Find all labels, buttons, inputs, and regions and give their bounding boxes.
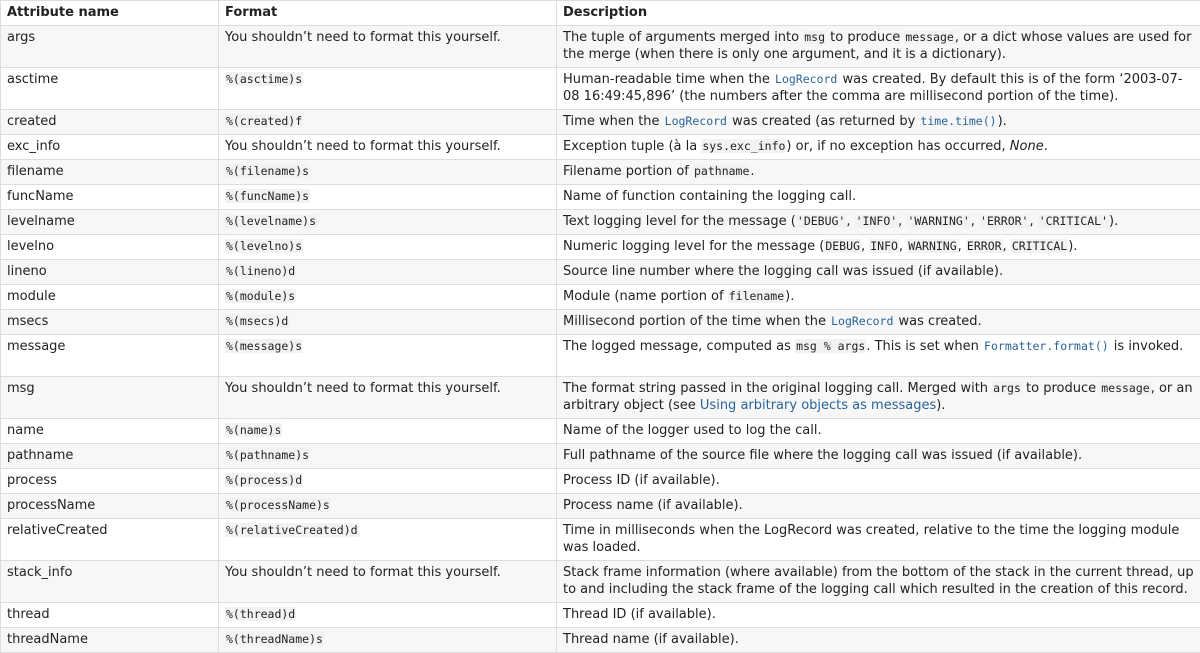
description-cell <box>557 210 1200 235</box>
description-text: ). <box>1109 214 1118 229</box>
table-row <box>1 235 1200 260</box>
description-text: , <box>846 214 854 229</box>
reference-link[interactable] <box>774 72 838 87</box>
description-text: to produce <box>826 30 904 45</box>
emphasis-text: None <box>1010 139 1044 154</box>
format-cell <box>219 285 557 310</box>
inline-code: ERROR <box>966 239 1003 253</box>
inline-code: filename <box>728 289 785 303</box>
description-cell <box>557 335 1200 377</box>
table-row <box>1 469 1200 494</box>
table-row <box>1 444 1200 469</box>
description-cell <box>557 135 1200 160</box>
attribute-name-cell: exc_info <box>1 135 219 160</box>
description-cell <box>557 419 1200 444</box>
table-row <box>1 135 1200 160</box>
attribute-name-cell: module <box>1 285 219 310</box>
table-row <box>1 603 1200 628</box>
table-row <box>1 285 1200 310</box>
reference-link[interactable] <box>983 339 1110 354</box>
description-cell <box>557 444 1200 469</box>
inline-code: DEBUG <box>824 239 861 253</box>
format-code: %(relativeCreated)d <box>225 523 359 537</box>
inline-code: 'ERROR' <box>979 214 1029 228</box>
table-row <box>1 335 1200 377</box>
description-text: Numeric logging level for the message ( <box>563 239 824 254</box>
description-text: ). <box>998 114 1007 129</box>
inline-code: args <box>992 381 1022 395</box>
format-code: %(lineno)d <box>225 264 296 278</box>
format-cell <box>219 419 557 444</box>
attribute-name-cell: threadName <box>1 628 219 653</box>
reference-link-code[interactable]: LogRecord <box>830 314 894 328</box>
description-text: Process name (if available). <box>563 498 743 513</box>
attribute-name-cell: levelno <box>1 235 219 260</box>
description-cell <box>557 561 1200 603</box>
attribute-name-cell: pathname <box>1 444 219 469</box>
format-cell: You shouldn’t need to format this yourself. <box>219 135 557 160</box>
format-code: %(msecs)d <box>225 314 289 328</box>
attribute-name-cell: relativeCreated <box>1 519 219 561</box>
format-code: %(filename)s <box>225 164 310 178</box>
description-cell <box>557 68 1200 110</box>
format-cell <box>219 235 557 260</box>
description-text: ) or, if no exception has occurred, <box>786 139 1009 154</box>
description-text: Source line number where the logging call was issued (if available). <box>563 264 1003 279</box>
description-text: The tuple of arguments merged into <box>563 30 803 45</box>
header-attribute-name: Attribute name <box>1 1 219 26</box>
format-code: %(levelno)s <box>225 239 303 253</box>
description-cell <box>557 26 1200 68</box>
format-code: %(pathname)s <box>225 448 310 462</box>
inline-code: CRITICAL <box>1011 239 1068 253</box>
attribute-name-cell: process <box>1 469 219 494</box>
reference-link-code[interactable]: LogRecord <box>774 72 838 86</box>
description-cell <box>557 603 1200 628</box>
inline-code: 'INFO' <box>855 214 899 228</box>
inline-code: 'WARNING' <box>906 214 970 228</box>
description-text: , <box>898 214 906 229</box>
inline-code: msg % args <box>795 339 866 353</box>
description-cell <box>557 160 1200 185</box>
description-text: Time when the <box>563 114 664 129</box>
description-text: was created (as returned by <box>728 114 919 129</box>
description-text: Module (name portion of <box>563 289 728 304</box>
description-text: Text logging level for the message ( <box>563 214 796 229</box>
format-cell <box>219 628 557 653</box>
reference-link-code[interactable]: time.time() <box>919 114 997 128</box>
format-cell <box>219 444 557 469</box>
format-code: %(levelname)s <box>225 214 317 228</box>
format-cell <box>219 494 557 519</box>
description-text: Name of the logger used to log the call. <box>563 423 822 438</box>
description-text: ). <box>936 398 945 413</box>
attribute-name-cell: msg <box>1 377 219 419</box>
description-text: was created. By default this is of the form ‘2003-07-08 16:49:45,896’ (the numbers after the comma are millisecond portion of the time). <box>563 72 1182 104</box>
description-text: , or an arbitrary object (see <box>563 381 1193 413</box>
attribute-name-cell: created <box>1 110 219 135</box>
format-code: %(processName)s <box>225 498 331 512</box>
format-cell <box>219 469 557 494</box>
description-text: , <box>1029 214 1037 229</box>
format-code: %(name)s <box>225 423 282 437</box>
reference-link[interactable] <box>919 114 997 129</box>
description-cell <box>557 519 1200 561</box>
format-cell: You shouldn’t need to format this yourself. <box>219 561 557 603</box>
description-text: , <box>861 239 869 254</box>
format-cell: You shouldn’t need to format this yourself. <box>219 26 557 68</box>
description-text: Process ID (if available). <box>563 473 720 488</box>
description-text: , <box>1003 239 1011 254</box>
attribute-name-cell: msecs <box>1 310 219 335</box>
inline-code: 'DEBUG' <box>796 214 846 228</box>
format-cell <box>219 68 557 110</box>
description-text: ). <box>1068 239 1077 254</box>
format-code: %(message)s <box>225 339 303 353</box>
header-format: Format <box>219 1 557 26</box>
inline-code: sys.exc_info <box>701 139 786 153</box>
attribute-name-cell: levelname <box>1 210 219 235</box>
description-text: Filename portion of <box>563 164 693 179</box>
attribute-name-cell: message <box>1 335 219 377</box>
description-text: to produce <box>1022 381 1100 396</box>
table-body <box>1 26 1200 653</box>
format-cell: You shouldn’t need to format this yourself. <box>219 377 557 419</box>
table-row <box>1 310 1200 335</box>
description-text: . <box>750 164 754 179</box>
description-cell <box>557 260 1200 285</box>
description-text: , <box>958 239 966 254</box>
format-cell <box>219 160 557 185</box>
attribute-name-cell: funcName <box>1 185 219 210</box>
format-code: %(thread)d <box>225 607 296 621</box>
inline-code: pathname <box>693 164 750 178</box>
format-code: %(process)d <box>225 473 303 487</box>
format-cell <box>219 335 557 377</box>
description-cell <box>557 628 1200 653</box>
description-text: Thread name (if available). <box>563 632 739 647</box>
inline-code: 'CRITICAL' <box>1038 214 1109 228</box>
inline-code: INFO <box>869 239 899 253</box>
format-code: %(funcName)s <box>225 189 310 203</box>
description-cell <box>557 110 1200 135</box>
table-row <box>1 260 1200 285</box>
description-cell <box>557 469 1200 494</box>
format-cell <box>219 519 557 561</box>
description-cell <box>557 235 1200 260</box>
description-text: Human-readable time when the <box>563 72 774 87</box>
attribute-name-cell: name <box>1 419 219 444</box>
attribute-name-cell: thread <box>1 603 219 628</box>
table-row <box>1 160 1200 185</box>
format-code: %(asctime)s <box>225 72 303 86</box>
reference-link-code[interactable]: LogRecord <box>664 114 728 128</box>
description-cell <box>557 285 1200 310</box>
reference-link[interactable] <box>664 114 728 129</box>
inline-code: message <box>904 30 954 44</box>
description-text: is invoked. <box>1110 339 1184 354</box>
description-text: Full pathname of the source file where the logging call was issued (if available). <box>563 448 1082 463</box>
table-row <box>1 419 1200 444</box>
format-cell <box>219 260 557 285</box>
description-cell <box>557 377 1200 419</box>
format-code: %(threadName)s <box>225 632 324 646</box>
description-text: , <box>899 239 907 254</box>
inline-code: WARNING <box>907 239 957 253</box>
table-row <box>1 561 1200 603</box>
description-text: . This is set when <box>866 339 983 354</box>
description-text: The logged message, computed as <box>563 339 795 354</box>
format-cell <box>219 210 557 235</box>
reference-link[interactable] <box>830 314 894 329</box>
format-cell <box>219 310 557 335</box>
format-cell <box>219 185 557 210</box>
attribute-name-cell: processName <box>1 494 219 519</box>
reference-link[interactable]: Using arbitrary objects as messages <box>700 398 936 413</box>
attribute-name-cell: stack_info <box>1 561 219 603</box>
table-row <box>1 26 1200 68</box>
description-text: Thread ID (if available). <box>563 607 716 622</box>
attribute-name-cell: asctime <box>1 68 219 110</box>
description-text: , or a dict whose values are used for the merge (when there is only one argument, and it is a dictionary). <box>563 30 1191 62</box>
table-row <box>1 68 1200 110</box>
description-text: Name of function containing the logging call. <box>563 189 856 204</box>
header-row <box>1 1 1200 26</box>
table-row <box>1 185 1200 210</box>
description-text: . <box>1044 139 1048 154</box>
description-text: Stack frame information (where available) from the bottom of the stack in the current thread, up to and including the stack frame of the logging call which resulted in the creation of this record. <box>563 565 1194 597</box>
description-text: The format string passed in the original logging call. Merged with <box>563 381 992 396</box>
attribute-name-cell: args <box>1 26 219 68</box>
description-text: Exception tuple (à la <box>563 139 701 154</box>
description-cell <box>557 185 1200 210</box>
attribute-name-cell: filename <box>1 160 219 185</box>
description-text: Millisecond portion of the time when the <box>563 314 830 329</box>
reference-link-code[interactable]: Formatter.format() <box>983 339 1110 353</box>
description-text: , <box>971 214 979 229</box>
description-text: ). <box>785 289 794 304</box>
description-text: Time in milliseconds when the LogRecord was created, relative to the time the logging module was loaded. <box>563 523 1179 555</box>
attribute-name-cell: lineno <box>1 260 219 285</box>
description-text: was created. <box>894 314 981 329</box>
format-cell <box>219 603 557 628</box>
table-row <box>1 519 1200 561</box>
table-row <box>1 377 1200 419</box>
table-row <box>1 210 1200 235</box>
format-code: %(module)s <box>225 289 296 303</box>
table-row <box>1 110 1200 135</box>
table-row <box>1 494 1200 519</box>
description-cell <box>557 310 1200 335</box>
inline-code: msg <box>803 30 826 44</box>
table-row <box>1 628 1200 653</box>
description-cell <box>557 494 1200 519</box>
inline-code: message <box>1100 381 1150 395</box>
header-description: Description <box>557 1 1200 26</box>
format-code: %(created)f <box>225 114 303 128</box>
format-cell <box>219 110 557 135</box>
